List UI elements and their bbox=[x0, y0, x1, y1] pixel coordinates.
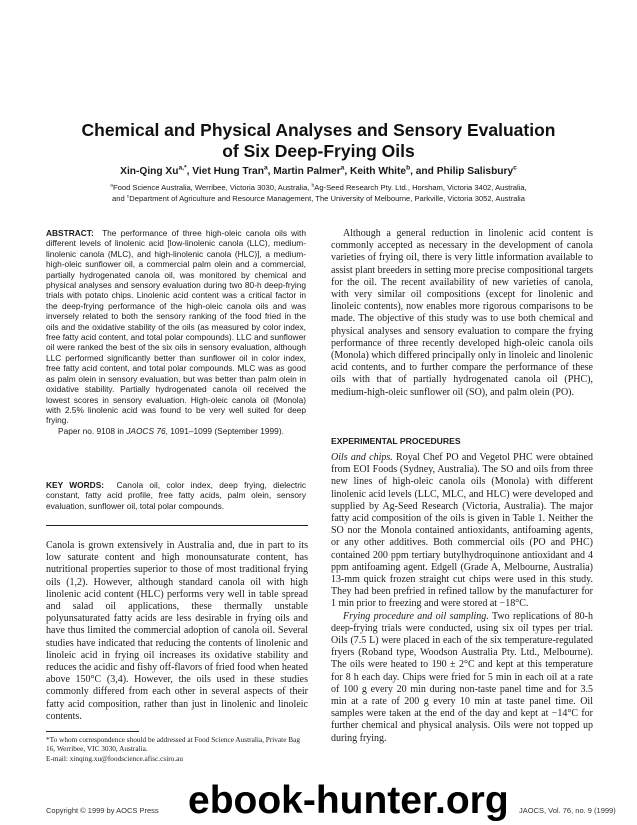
author: Keith White$^b$, and bbox=[350, 164, 437, 177]
keywords bbox=[46, 480, 306, 511]
affiliation-line-2: and $^c$Department of Agriculture and Resource Management, The University of Melbourne, Parkville, Victoria 3052, Australia bbox=[112, 193, 525, 203]
abstract-label: ABSTRACT: bbox=[46, 228, 94, 238]
author: Viet Hung Tran$^a$, bbox=[192, 164, 274, 177]
introduction bbox=[46, 540, 308, 723]
frying-procedure-paragraph: Frying procedure and oil sampling. Two replications of 80-h deep-frying trials were conducted, using six oil types per trial. Oils (7.5 L) were placed in each of the six temperature-regulated fryers (Roband type, Woodson Australia Pty. Ltd., Melbourne). The oils were heated to 190 ± 2°C and kept at this temperature for 8 h each day. Chips were fried for 5 min in each oil at a rate of 100 g every 20 min during non-taste panel time and for 3.5 min at a rate of 200 g every 10 min at taste panel time. Oil samples were taken at the end of the day and kept at −14°C for further chemical and physical analysis. Oils were not topped up during frying. bbox=[331, 610, 593, 744]
abstract-text: The performance of three high-oleic canola oils with different levels of linolenic acid [low-linolenic canola (LLC), medium-linolenic canola (MLC), and high-linolenic canola (HLC)], a medium-high-oleic sunflower oil, a commercial palm olein and a commercial, partially hydrogenated canola oil, was monitored by chemical and physical analyses and sensory evaluation during two 80-h deep-frying trials with potato chips. Linolenic acid content was a critical factor in the deep-frying performance of the high-oleic canola oils and was inversely related to both the sensory ranking of the food fried in the oils and the oxidative stability of the oils (as measured by color index, free fatty acid content, and total polar compounds). LLC and sunflower oil were ranked the best of the six oils in sensory evaluation, although LLC performed significantly better than sunflower oil in color index, free fatty acid content, and total polar compounds. MLC was as good as palm olein in sensory evaluation, but was better than palm olein in oxidative stability. Partially hydrogenated canola oil received the lowest scores in sensory evaluation. High-oleic canola oil (Monola) with 2.5% linolenic acid was found to be very well suited for deep frying. bbox=[46, 228, 306, 426]
footnote bbox=[46, 735, 308, 763]
journal-reference: JAOCS, Vol. 76, no. 9 (1999) bbox=[519, 806, 616, 815]
title-line-1: Chemical and Physical Analyses and Sensory Evaluation bbox=[81, 120, 556, 140]
title-line-2: of Six Deep-Frying Oils bbox=[222, 141, 415, 161]
abstract bbox=[46, 228, 306, 436]
author-list bbox=[0, 166, 637, 177]
section-heading: EXPERIMENTAL PROCEDURES bbox=[331, 436, 461, 446]
footnote-divider bbox=[46, 731, 139, 732]
paper-citation: Paper no. 9108 in JAOCS 76, 1091–1099 (September 1999). bbox=[58, 425, 284, 436]
keywords-text: Canola oil, color index, deep frying, dielectric constant, fatty acid profile, free fatty acids, palm olein, sensory evaluation, sunflower oil, total polar compounds. bbox=[46, 480, 307, 511]
right-column-intro bbox=[331, 228, 593, 399]
keywords-label: KEY WORDS: bbox=[46, 480, 105, 490]
footnote-correspondence: *To whom correspondence should be addressed at Food Science Australia, Private Bag 16, Werribee, VIC 3030, Australia. bbox=[46, 735, 301, 754]
author: Martin Palmer$^a$, bbox=[273, 164, 351, 177]
affiliation-line-1: $^a$Food Science Australia, Werribee, Victoria 3030, Australia, $^b$Ag-Seed Research Pty. Ltd., Horsham, Victoria 3402, Australia, bbox=[110, 183, 527, 192]
author: Philip Salisbury$^c$ bbox=[436, 164, 517, 177]
watermark: ebook-hunter.org bbox=[188, 779, 509, 822]
footnote-email: E-mail: xinqing.xu@foodscience.afisc.csiro.au bbox=[46, 753, 184, 763]
abstract-divider bbox=[46, 525, 308, 526]
experimental-procedures bbox=[331, 452, 593, 745]
oils-and-chips-paragraph: Oils and chips. Royal Chef PO and Vegetol PHC were obtained from EOI Foods (Sydney, Australia). The SO and oils from three new lines of high-oleic canola oils (Monola) with different linolenic acid levels (LLC, MLC, and HLC) were developed and supplied by Ag-Seed Research (Victoria, Australia). The major fatty acid composition of the oils is given in Table 1. Neither the SO nor the Monola contained antioxidants, antifoaming agents, or any other additives. Both commercial oils (PO and PHC) contained 200 ppm tertiary butylhydroquinone antioxidant and 4 ppm antifoaming agent. Edgell (Grade A, Melbourne, Australia) 13-mm quick frozen straight cut chips were used in this study. They had been prefried in refined tallow by the manufacturer for 1 min prior to freezing and were stored at −18°C. bbox=[331, 452, 593, 610]
copyright-notice: Copyright © 1999 by AOCS Press bbox=[46, 806, 159, 815]
intro-paragraph-2: Although a general reduction in linolenic acid content is commonly accepted as necessary in the development of canola varieties of frying oil, there is very little information available to assist plant breeders in setting more precise compositional targets for the oil. The recent availability of new varieties of canola, with very similar oil compositions (except for linolenic and linoleic contents), now enables more rigorous comparisons to be made. The objective of this study was to use both chemical and physical analyses and sensory evaluation to compare the frying performance of three recently developed high-oleic canola oils (Monola) which differed principally only in linoleic and linolenic acid contents, and to further compare the performance of these oils with that of partially hydrogenated canola oil (PHC), medium-high-oleic sunflower oil (SO), and palm olein (PO). bbox=[331, 228, 593, 398]
author: Xin-Qing $Xu^{a,*}$, bbox=[120, 164, 193, 177]
affiliations bbox=[36, 183, 601, 204]
paper-title bbox=[0, 120, 637, 162]
intro-paragraph: Canola is grown extensively in Australia and, due in part to its low saturate content and high monounsaturate content, has nutritional properties superior to those of most traditional frying oils (1,2). However, although standard canola oil with high linolenic acid content (HLC) performs very well in table spread and salad oil applications, these thermally unstable polyunsaturated fatty acids are less desirable in frying oils and have thus limited the commercial adoption of canola oil. Several studies have indicated that reducing the contents of linolenic and linoleic acid in frying oil increases its oxidative stability and reduces the acidic and fishy off-flavors of fried food when heated above 150°C (3,4). However, the oils used in these studies commonly differed from each other in several aspects of their fatty acid composition, rather than just in linolenic and linoleic contents. bbox=[46, 540, 308, 722]
